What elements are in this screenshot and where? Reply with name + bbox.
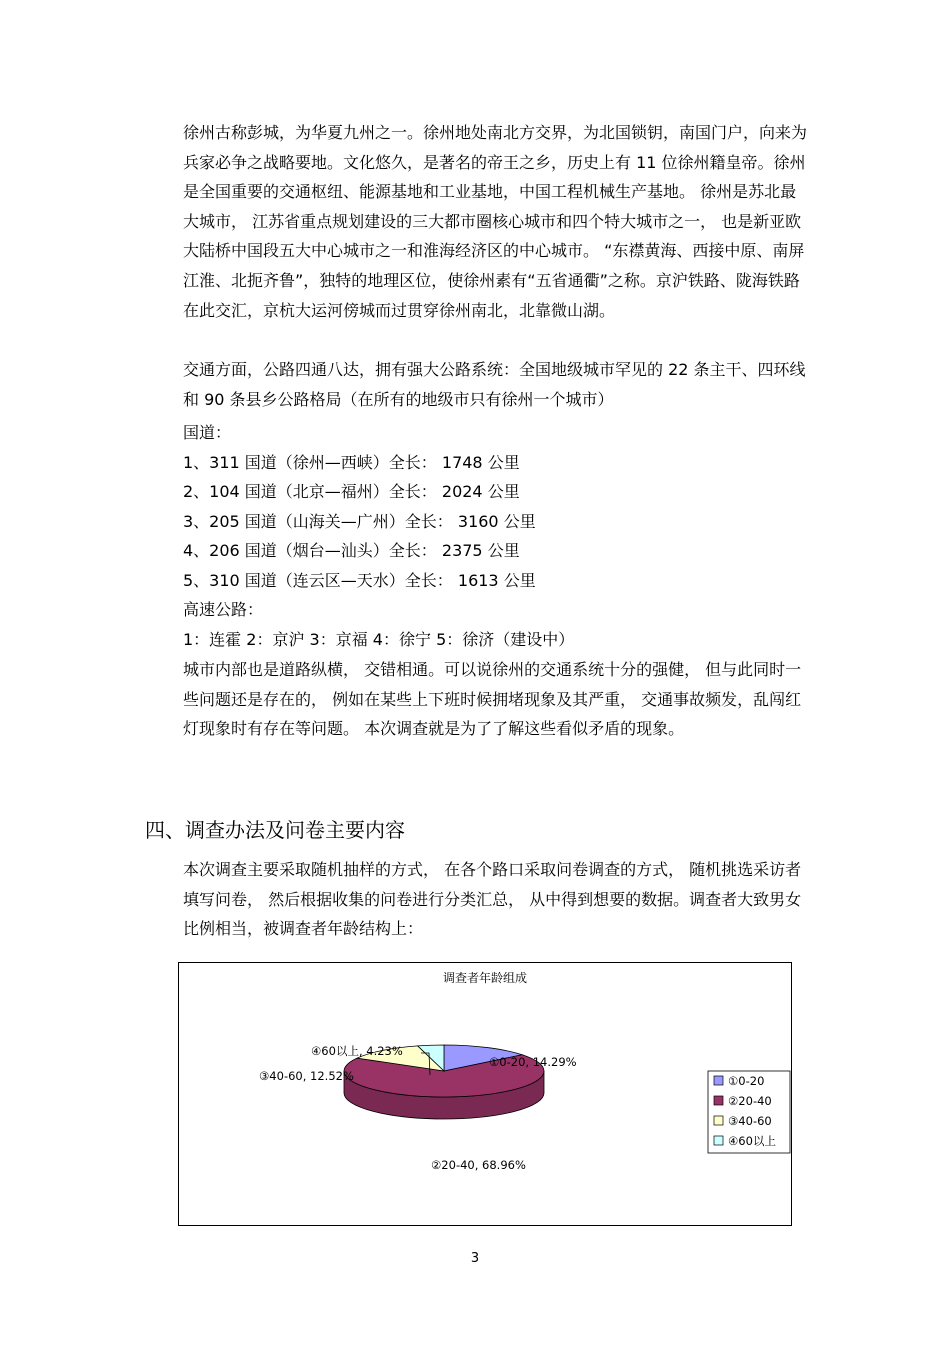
legend-label: ③40-60: [728, 1114, 772, 1128]
paragraph-traffic: 交通方面，公路四通八达，拥有强大公路系统：全国地级城市罕见的 22 条主干、四环线和 90 条县乡公路格局（在所有的地级市只有徐州一个城市）: [183, 360, 806, 409]
page-number: 3: [470, 1251, 480, 1266]
legend-swatch: [714, 1096, 723, 1105]
legend-label: ②20-40: [728, 1094, 772, 1108]
pie-data-label: ③40-60, 12.52%: [259, 1069, 354, 1083]
pie-data-label: ②20-40, 68.96%: [431, 1158, 526, 1172]
legend-label: ①0-20: [728, 1074, 765, 1088]
legend-swatch: [714, 1116, 723, 1125]
survey-method-paragraph: [145, 855, 810, 944]
paragraph-city-roads: 城市内部也是道路纵横， 交错相通。可以说徐州的交通系统十分的强健， 但与此同时一些问题还是存在的， 例如在某些上下班时候拥堵现象及其严重， 交通事故频发，乱闯红灯现象时有存在等问题。 本次调查就是为了了解这些看似矛盾的现象。: [183, 660, 802, 739]
legend-swatch: [714, 1136, 723, 1145]
road-item: 5、310 国道（连云区—天水）全长： 1613 公里: [183, 571, 536, 590]
traffic-paragraph: [145, 355, 810, 414]
intro-paragraph: [145, 118, 810, 325]
road-item: 3、205 国道（山海关—广州）全长： 3160 公里: [183, 512, 536, 531]
road-item: 2、104 国道（北京—福州）全长： 2024 公里: [183, 482, 520, 501]
section-heading: 四、调查办法及问卷主要内容: [145, 818, 405, 842]
road-item: 1、311 国道（徐州—西峡）全长： 1748 公里: [183, 453, 520, 472]
pie-data-label: ①0-20, 14.29%: [489, 1055, 577, 1069]
paragraph-survey-method: 本次调查主要采取随机抽样的方式， 在各个路口采取问卷调查的方式， 随机挑选采访者填写问卷， 然后根据收集的问卷进行分类汇总， 从中得到想要的数据。调查者大致男女比例相当，被调查者年龄结构上：: [183, 860, 802, 939]
city-roads-paragraph: [145, 655, 810, 744]
highway-list: 1：连霍 2：京沪 3：京福 4：徐宁 5：徐济（建设中）: [183, 630, 575, 649]
pie-data-label: ④60以上, 4.23%: [311, 1044, 403, 1058]
chart-title: 调查者年龄组成: [442, 971, 528, 985]
legend-label: ④60以上: [728, 1134, 776, 1148]
guodao-label: 国道：: [183, 423, 232, 442]
highway-label: 高速公路：: [183, 600, 264, 619]
pie-chart-svg: [179, 963, 791, 1225]
paragraph-xuzhou-history: 徐州古称彭城，为华夏九州之一。徐州地处南北方交界，为北国锁钥，南国门户，向来为兵家必争之战略要地。文化悠久，是著名的帝王之乡，历史上有 11 位徐州籍皇帝。徐州是全国重要的交通枢纽、能源基地和工业基地，中国工程机械生产基地。 徐州是苏北最大城市， 江苏省重点规划建设的三大都市圈核心城市和四个特大城市之一， 也是新亚欧大陆桥中国段五大中心城市之一和淮海经济区的中心城市。 “东襟黄海、西接中原、南屏江淮、北扼齐鲁”，独特的地理区位，使徐州素有“五省通衢”之称。京沪铁路、陇海铁路在此交汇，京杭大运河傍城而过贯穿徐州南北，北靠微山湖。: [183, 123, 808, 320]
legend-swatch: [714, 1076, 723, 1085]
road-item: 4、206 国道（烟台—汕头）全长： 2375 公里: [183, 541, 520, 560]
age-pie-chart: [178, 962, 792, 1226]
